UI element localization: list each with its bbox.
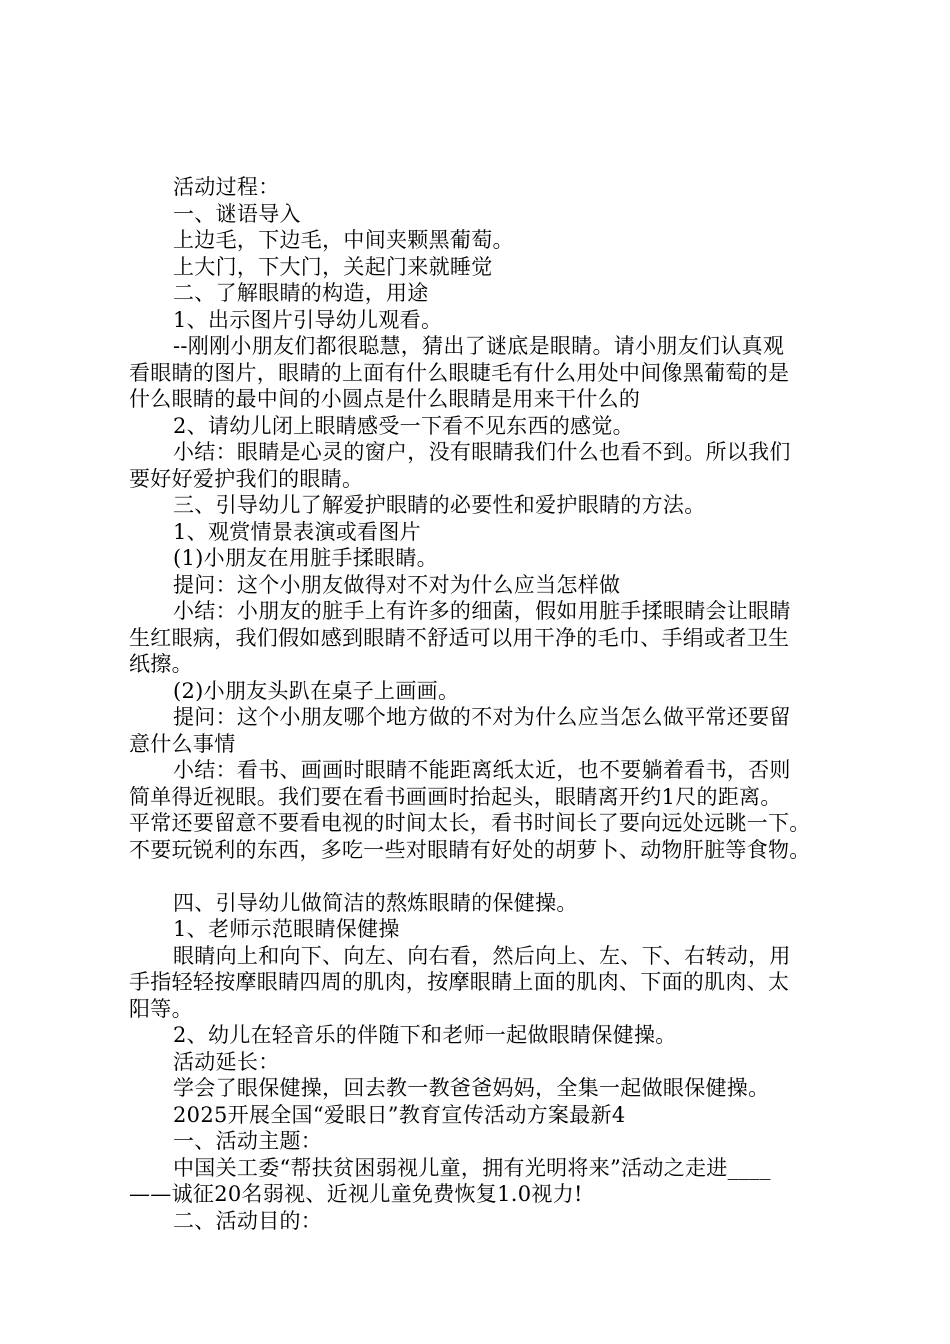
paragraph-line: 二、活动目的： (173, 1208, 323, 1233)
paragraph-line: 活动延长： (173, 1049, 280, 1074)
paragraph-line: 中国关工委“帮扶贫困弱视儿童，拥有光明将来”活动之走进____ (173, 1155, 771, 1180)
paragraph-line: 简单得近视眼。我们要在看书画画时抬起头，眼睛离开约1尺的距离。 (129, 784, 782, 809)
paragraph-line: 学会了眼保健操，回去教一教爸爸妈妈，全集一起做眼保健操。 (173, 1076, 770, 1100)
paragraph-line: 一、活动主题： (173, 1129, 323, 1153)
paragraph-line: 1、观赏情景表演或看图片 (173, 519, 421, 544)
paragraph-line: 提问：这个小朋友哪个地方做的不对为什么应当怎么做平常还要留 (173, 705, 791, 729)
paragraph-line: (2)小朋友头趴在桌子上画画。 (173, 678, 460, 703)
paragraph-line: 纸擦。 (129, 652, 193, 676)
paragraph-line: 四、引导幼儿做简洁的熬炼眼睛的保健操。 (173, 890, 578, 915)
paragraph-line: 什么眼睛的最中间的小圆点是什么眼睛是用来干什么的 (129, 387, 641, 411)
paragraph-line: 提问：这个小朋友做得对不对为什么应当怎样做 (173, 572, 621, 597)
paragraph-line: 小结：眼睛是心灵的窗户，没有眼睛我们什么也看不到。所以我们 (173, 440, 791, 464)
paragraph-line: 活动过程： (173, 175, 280, 199)
paragraph-line: --刚刚小朋友们都很聪慧，猜出了谜底是眼睛。请小朋友们认真观 (173, 334, 785, 358)
paragraph-line: 2025开展全国“爱眼日”教育宣传活动方案最新4 (173, 1102, 626, 1127)
paragraph-line: 1、老师示范眼睛保健操 (173, 917, 400, 941)
paragraph-line: 三、引导幼儿了解爱护眼睛的必要性和爱护眼睛的方法。 (173, 493, 706, 517)
paragraph-line: 生红眼病，我们假如感到眼睛不舒适可以用干净的毛巾、手绢或者卫生 (129, 625, 790, 650)
document-body (129, 174, 849, 1234)
paragraph-line: 上边毛，下边毛，中间夹颗黑葡萄。 (173, 228, 514, 252)
paragraph-line: 二、了解眼睛的构造，用途 (173, 281, 429, 305)
paragraph-line: 手指轻轻按摩眼睛四周的肌肉，按摩眼睛上面的肌肉、下面的肌肉、太 (129, 970, 790, 994)
paragraph-line: 阳等。 (129, 996, 193, 1021)
paragraph-line: 意什么事情 (129, 731, 236, 756)
blank-line (129, 863, 849, 890)
paragraph-line: 上大门，下大门，关起门来就睡觉 (173, 254, 493, 279)
paragraph-line: 2、幼儿在轻音乐的伴随下和老师一起做眼睛保健操。 (173, 1023, 677, 1047)
paragraph-line: 平常还要留意不要看电视的时间太长，看书时间长了要向远处远眺一下。 (129, 811, 811, 835)
paragraph-line: ——诚征20名弱视、近视儿童免费恢复1.0视力! (129, 1182, 583, 1206)
paragraph-line: 小结：小朋友的脏手上有许多的细菌，假如用脏手揉眼睛会让眼睛 (173, 599, 791, 623)
paragraph-line: 看眼睛的图片，眼睛的上面有什么眼睫毛有什么用处中间像黑葡萄的是 (129, 360, 790, 385)
paragraph-line: 一、谜语导入 (173, 201, 301, 226)
paragraph-line: 要好好爱护我们的眼睛。 (129, 466, 364, 491)
paragraph-line: 小结：看书、画画时眼睛不能距离纸太近，也不要躺着看书，否则 (173, 758, 791, 782)
paragraph-line: 1、出示图片引导幼儿观看。 (173, 307, 443, 332)
paragraph-line: 眼睛向上和向下、向左、向右看，然后向上、左、下、右转动，用 (173, 943, 791, 968)
paragraph-line: 不要玩锐利的东西，多吃一些对眼睛有好处的胡萝卜、动物肝脏等食物。 (129, 837, 811, 862)
paragraph-line: 2、请幼儿闭上眼睛感受一下看不见东西的感觉。 (173, 413, 634, 438)
paragraph-line: (1)小朋友在用脏手揉眼睛。 (173, 546, 438, 570)
